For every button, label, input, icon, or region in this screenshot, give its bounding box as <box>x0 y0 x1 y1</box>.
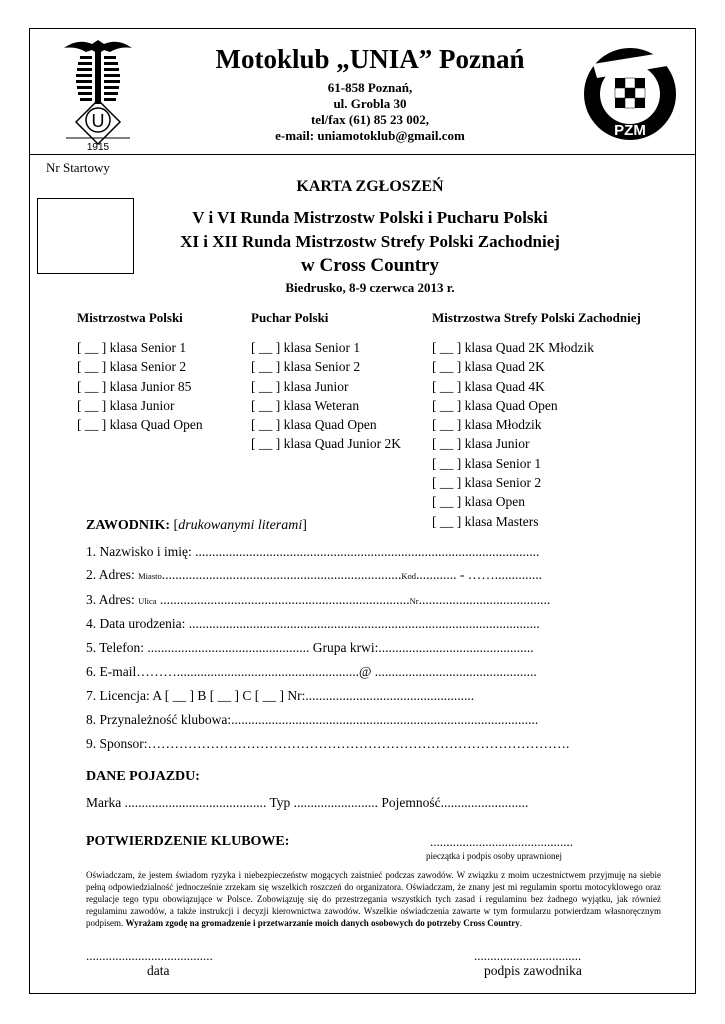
class-option[interactable]: [ __ ] klasa Senior 1 <box>77 340 187 355</box>
event-place-date: Biedrusko, 8-9 czerwca 2013 r. <box>285 280 455 295</box>
field-birth-date[interactable]: 4. Data urodzenia: ........................................................................................................ <box>86 616 540 631</box>
field-license[interactable]: 7. Licencja: A [ __ ] B [ __ ] C [ __ ] Nr:.................................................. <box>86 688 475 703</box>
field-address-city[interactable]: 2. Adres: Miasto.......................................................................Kod............ - …….............. <box>86 567 543 582</box>
field-address-street[interactable]: 3. Adres: Ulica ..........................................................................Nr....................................... <box>86 592 551 607</box>
class-option[interactable]: [ __ ] klasa Quad Open <box>432 397 558 413</box>
address-line: e-mail: uniamotoklub@gmail.com <box>275 128 465 143</box>
class-option[interactable]: [ __ ] klasa Quad Open <box>251 417 377 433</box>
field-club[interactable]: 8. Przynależność klubowa:........................................................................................... <box>86 712 539 727</box>
class-column-mp <box>77 310 203 434</box>
class-column-mspz <box>432 310 641 531</box>
svg-text:U: U <box>91 111 105 131</box>
unia-logo <box>58 34 138 152</box>
class-option[interactable]: [ __ ] klasa Weteran <box>251 397 360 413</box>
event-line-1: V i VI Runda Mistrzostw Polski i Pucharu Polski <box>192 208 548 227</box>
class-option[interactable]: [ __ ] klasa Senior 2 <box>432 475 542 491</box>
vehicle-section-title: DANE POJAZDU: <box>86 769 200 784</box>
field-sponsor[interactable]: 9. Sponsor:…………………………………………………………………………………. <box>86 736 570 751</box>
class-option[interactable]: [ __ ] klasa Junior <box>251 378 349 394</box>
event-line-3: w Cross Country <box>301 255 439 276</box>
class-option[interactable]: [ __ ] klasa Junior <box>432 436 530 452</box>
field-name[interactable]: 1. Nazwisko i imię: ...................................................................................................... <box>86 544 540 559</box>
start-number-label: Nr Startowy <box>46 160 110 175</box>
club-confirmation-title: POTWIERDZENIE KLUBOWE: <box>86 834 290 849</box>
header-divider <box>29 154 696 155</box>
class-option[interactable]: [ __ ] klasa Senior 2 <box>251 359 361 375</box>
declaration-text: Oświadczam, że jestem świadom ryzyka i niebezpieczeństw mogących zaistnieć podczas zawodów. W związku z moim uczestnictwem przyjmuję na siebie pełną odpowiedzialność jednocześnie zrzekam się wszelkich roszczeń do organizatora. Oświadczam, że znany jest mi regulamin sportu motocyklowego oraz regulacje tego typu obowiązujące w Polsce. Zobowiązuję się do przestrzegania wszystkich tych zasad i regulaminu bez żadnego wyjątku, jak również regulaminu zawodów, a także instrukcji i decyzji kierownictwa zawodów. Wszelkie oświadczenia zawarte w tym formularzu potwierdzam własnoręcznym podpisem. Wyrażam zgodę na gromadzenie i przetwarzanie moich danych osobowych do potrzeby Cross Country. <box>86 870 661 928</box>
address-line: 61-858 Poznań, <box>327 80 413 95</box>
class-option[interactable]: [ __ ] klasa Quad Open <box>77 417 203 433</box>
club-stamp-caption: pieczątka i podpis osoby uprawnionej <box>426 851 562 861</box>
event-line-2: XI i XII Runda Mistrzostw Strefy Polski Zachodniej <box>180 232 560 251</box>
field-email[interactable]: 6. E-mail………......................................................@ ................................................ <box>86 664 537 679</box>
class-option[interactable]: [ __ ] klasa Młodzik <box>432 417 542 433</box>
field-phone[interactable]: 5. Telefon: ................................................ Grupa krwi:.............................................. <box>86 640 534 655</box>
class-option[interactable]: [ __ ] klasa Senior 1 <box>251 340 361 355</box>
class-option[interactable]: [ __ ] klasa Masters <box>432 513 539 529</box>
class-option[interactable]: [ __ ] klasa Quad 2K Młodzik <box>432 340 594 355</box>
rider-signature-label: podpis zawodnika <box>484 963 582 978</box>
column-title: Mistrzostwa Polski <box>77 310 183 325</box>
field-vehicle[interactable]: Marka .......................................... Typ ......................... Pojemność.......................... <box>86 795 529 810</box>
class-option[interactable]: [ __ ] klasa Open <box>432 494 525 510</box>
svg-text:PZM: PZM <box>614 122 646 139</box>
class-column-pp <box>251 310 401 454</box>
svg-text:1915: 1915 <box>86 142 110 152</box>
column-title: Mistrzostwa Strefy Polski Zachodniej <box>432 310 641 325</box>
start-number-box[interactable] <box>37 198 134 274</box>
class-option[interactable]: [ __ ] klasa Junior <box>77 397 175 413</box>
class-option[interactable]: [ __ ] klasa Quad 4K <box>432 378 545 394</box>
date-label: data <box>147 963 170 978</box>
column-title: Puchar Polski <box>251 310 329 325</box>
form-heading: KARTA ZGŁOSZEŃ <box>296 178 444 195</box>
class-option[interactable]: [ __ ] klasa Quad 2K <box>432 359 545 375</box>
club-title: Motoklub „UNIA” Poznań <box>215 44 525 74</box>
class-option[interactable]: [ __ ] klasa Junior 85 <box>77 378 192 394</box>
date-signature-line[interactable]: ....................................... <box>86 948 213 963</box>
class-option[interactable]: [ __ ] klasa Senior 2 <box>77 359 187 375</box>
class-option[interactable]: [ __ ] klasa Quad Junior 2K <box>251 436 401 452</box>
class-option[interactable]: [ __ ] klasa Senior 1 <box>432 455 542 471</box>
club-stamp-line[interactable]: ............................................ <box>430 834 573 849</box>
rider-section-title: ZAWODNIK: [drukowanymi literami] <box>86 518 307 533</box>
rider-signature-line[interactable]: ................................. <box>474 948 582 963</box>
address-line: tel/fax (61) 85 23 002, <box>310 112 430 127</box>
address-line: ul. Grobla 30 <box>333 96 407 111</box>
